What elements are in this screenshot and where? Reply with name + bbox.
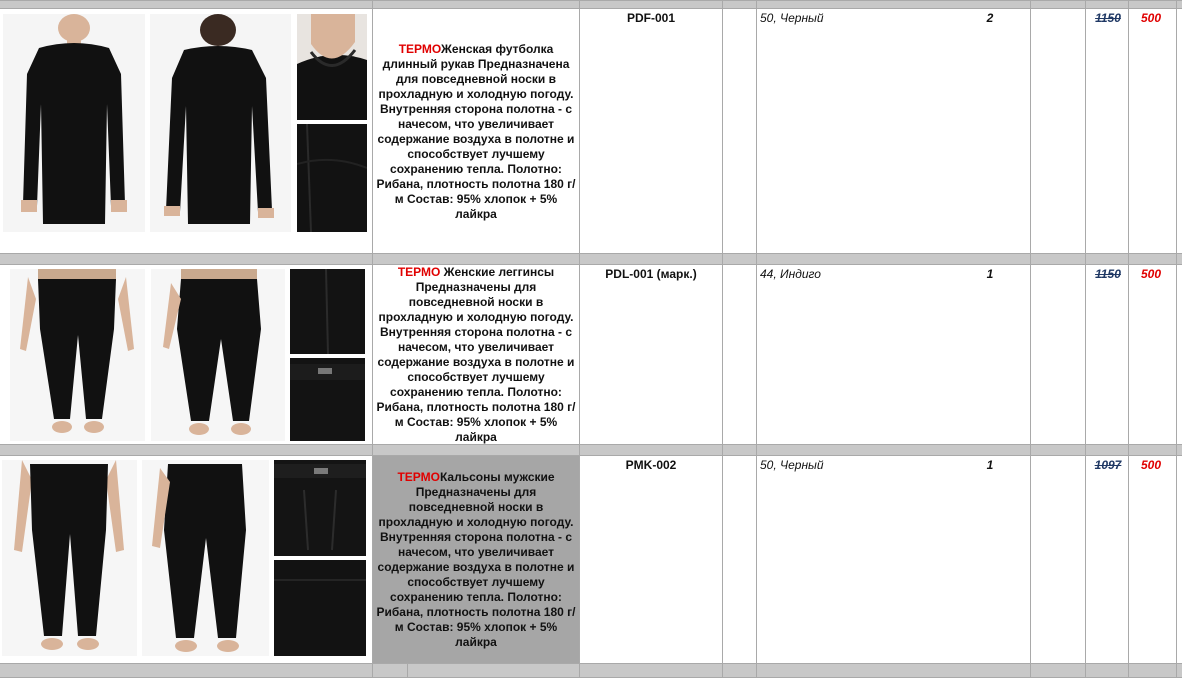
new-price: 500 (1140, 11, 1162, 25)
article-code: PDL-001 (марк.) (605, 267, 697, 281)
quantity: 2 (986, 11, 994, 25)
fly-detail-photo (274, 460, 366, 556)
grid-line (1176, 0, 1177, 678)
grid-line (407, 663, 408, 678)
quantity: 1 (986, 458, 994, 472)
collar-detail-photo (297, 14, 367, 120)
row-separator-2 (0, 444, 1182, 456)
grid-line (1030, 0, 1031, 678)
grid-line (722, 0, 723, 678)
new-price: 500 (1140, 267, 1162, 281)
seam-detail-photo (290, 269, 365, 354)
description-text: Кальсоны мужские Предназначены для повседневной носки в прохладную и холодную погоду. Внутренняя сторона полотна - с начесом, что увеличивает содержание воздуха в полотне и способствует лучшему сохранению тепла. Полотно: Рибана, плотность полотна 180 г/м Состав: 95% хлопок + 5% лайкра (376, 469, 576, 649)
grid-line (1128, 0, 1129, 678)
article-code: PDF-001 (626, 11, 676, 25)
grid-line (579, 0, 580, 678)
thermo-label: ТЕРМО (397, 469, 440, 484)
product-description (373, 265, 579, 445)
quantity: 1 (986, 267, 994, 281)
longjohns-back-photo (142, 460, 269, 656)
knit-detail-photo (274, 560, 366, 656)
old-price: 1150 (1095, 11, 1121, 25)
row-separator-1 (0, 253, 1182, 265)
new-price: 500 (1140, 458, 1162, 472)
old-price: 1097 (1094, 458, 1122, 472)
size-color: 50, Черный (760, 458, 824, 472)
row-separator-bottom (0, 663, 1182, 678)
size-color: 44, Индиго (760, 267, 821, 281)
longsleeve-front-photo (3, 14, 145, 232)
waistband-detail-photo (290, 358, 365, 441)
leggings-front-photo (10, 269, 145, 441)
longsleeve-back-photo (150, 14, 291, 232)
description-text: Женская футболка длинный рукав Предназначена для повседневной носки в прохладную и холодную погоду. Внутренняя сторона полотна - с начесом, что увеличивает содержание воздуха в полотне и способствует лучшему сохранению тепла. Полотно: Рибана, плотность полотна 180 г/м Состав: 95% хлопок + 5% лайкра (376, 41, 576, 221)
fabric-detail-photo (297, 124, 367, 232)
grid-line (756, 0, 757, 678)
description-text: Женские леггинсы Предназначены для повседневной носки в прохладную и холодную погоду. Внутренняя сторона полотна - с начесом, что увеличивает содержание воздуха в полотне и способствует лучшему сохранению тепла. Полотно: Рибана, плотность полотна 180 г/м Состав: 95% хлопок + 5% лайкра (376, 265, 576, 444)
row-separator-top (0, 0, 1182, 9)
thermo-label: ТЕРМО (397, 265, 441, 279)
article-code: PMK-002 (625, 458, 677, 472)
size-color: 50, Черный (760, 11, 824, 25)
product-description (373, 10, 579, 253)
grid-line (1085, 0, 1086, 678)
product-description (373, 456, 579, 663)
old-price: 1150 (1095, 267, 1121, 281)
longjohns-front-photo (2, 460, 137, 656)
leggings-back-photo (151, 269, 285, 441)
thermo-label: ТЕРМО (398, 41, 442, 56)
